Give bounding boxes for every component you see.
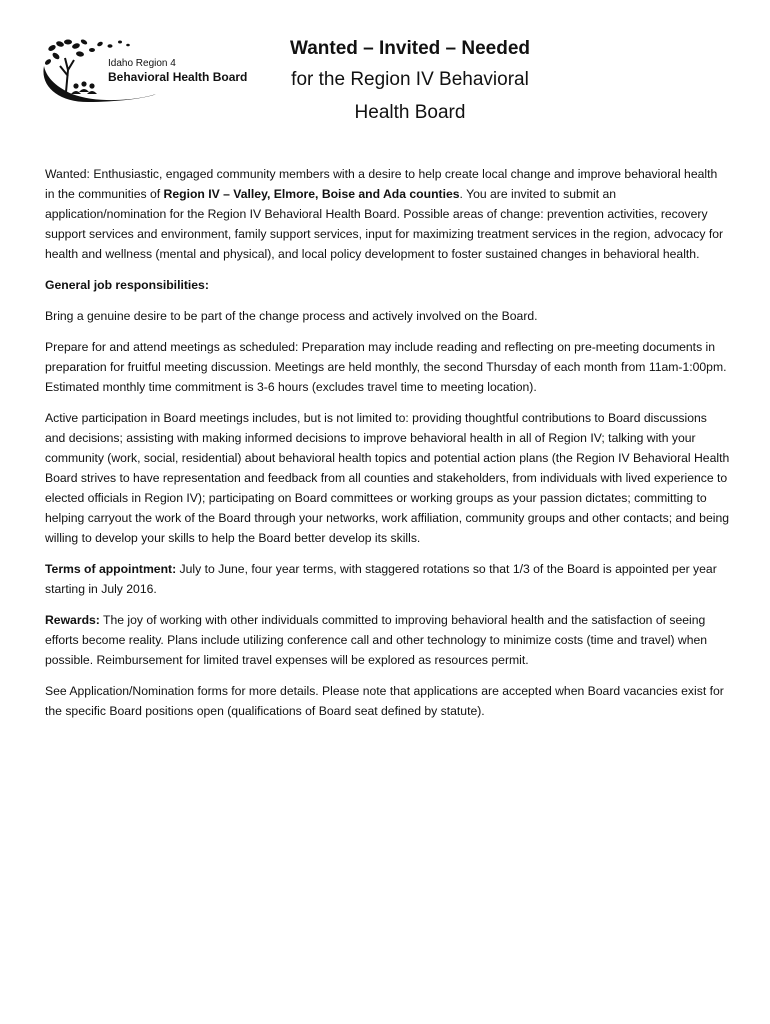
- rewards-text: The joy of working with other individuals committed to improving behavioral health and the satisfaction of seeing efforts become reality. Plans include utilizing conference call and other technology to minimize costs (time and travel) when possible. Reimbursement for limited travel expenses will be explored as resources permit.: [45, 613, 708, 667]
- responsibility-paragraph-2: Prepare for and attend meetings as scheduled: Preparation may include reading and reflecting on pre-meeting documents in preparation for fruitful meeting discussion. Meetings are held monthly, the second Thursday of each month from 11am-1:00pm. Estimated monthly time commitment is 3-6 hours (excludes travel time to meeting location).: [45, 340, 727, 394]
- title-line-1: Wanted – Invited – Needed: [289, 38, 530, 59]
- logo-board-name: Behavioral Health Board: [108, 70, 248, 84]
- rewards-label: Rewards:: [45, 613, 100, 627]
- page-title: [270, 35, 550, 129]
- terms-paragraph: [45, 559, 730, 599]
- board-logo: [38, 36, 258, 108]
- title-line-3: Health Board: [354, 102, 466, 123]
- responsibilities-heading: General job responsibilities:: [45, 278, 209, 292]
- intro-text-1: Wanted: Enthusiastic, engaged community members with a desire to help create local change and improve behavioral health in the communities of: [45, 167, 718, 201]
- responsibility-paragraph-3: Active participation in Board meetings includes, but is not limited to: providing thoughtful contributions to Board discussions and decisions; assisting with making informed decisions to improve behavioral health in all of Region IV; talking with your community (work, social, residential) about behavioral health topics and potential action plans (the Region IV Behavioral Health Board strives to have representation and feedback from all counties and stakeholders, from individuals with lived experience to elected officials in Region IV); participating on Board committees or working groups as your passion dictates; committing to helping carryout the work of the Board through your networks, work affiliation, community groups and other contacts; and being willing to develop your skills to help the Board better develop its skills.: [45, 411, 730, 545]
- document-body: [45, 164, 730, 732]
- intro-paragraph: [45, 164, 730, 264]
- rewards-paragraph: [45, 610, 730, 670]
- logo-region-text: Idaho Region 4: [108, 58, 176, 69]
- title-line-2: for the Region IV Behavioral: [291, 69, 529, 90]
- responsibility-paragraph-1: Bring a genuine desire to be part of the change process and actively involved on the Board.: [45, 309, 538, 323]
- terms-text: July to June, four year terms, with staggered rotations so that 1/3 of the Board is appointed per year starting in July 2016.: [45, 562, 717, 596]
- intro-regions: Region IV – Valley, Elmore, Boise and Ada counties: [163, 187, 460, 201]
- closing-paragraph: See Application/Nomination forms for more details. Please note that applications are accepted when Board vacancies exist for the specific Board positions open (qualifications of Board seat defined by statute).: [45, 684, 724, 718]
- terms-label: Terms of appointment:: [45, 562, 177, 576]
- intro-text-2: . You are invited to submit an application/nomination for the Region IV Behavioral Health Board. Possible areas of change: prevention activities, recovery support services and environment, family support services, input for maximizing treatment services in the region, advocacy for health and wellness (mental and physical), and local policy development to foster sustained changes in behavioral health.: [45, 187, 724, 261]
